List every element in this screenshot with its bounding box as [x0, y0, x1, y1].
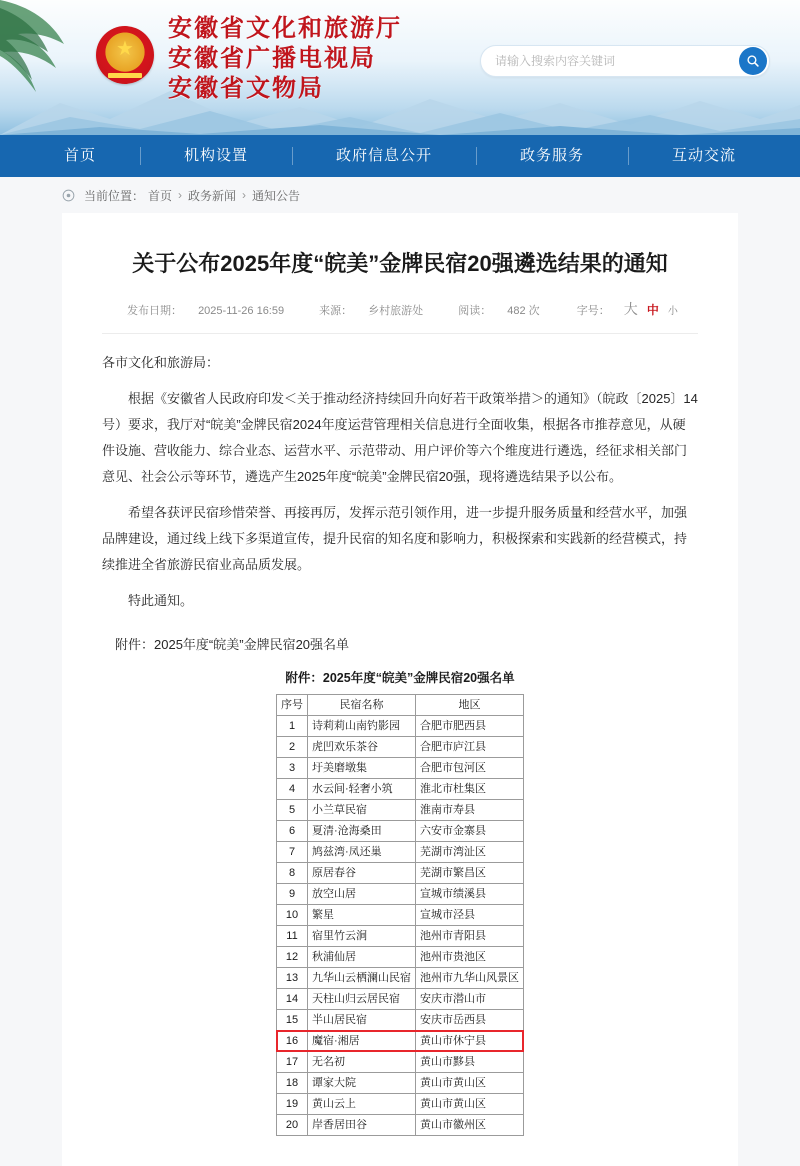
cell-index: 8: [277, 863, 308, 884]
cell-name: 夏清·沧海桑田: [308, 821, 416, 842]
paragraph-salutation: 各市文化和旅游局：: [102, 355, 220, 370]
article-meta: [102, 299, 698, 334]
cell-area: 黄山市黟县: [416, 1052, 524, 1073]
cell-area: 池州市贵池区: [416, 947, 524, 968]
main-navigation: [0, 135, 800, 177]
cell-index: 1: [277, 716, 308, 737]
cell-index: 3: [277, 758, 308, 779]
cell-area: 池州市青阳县: [416, 926, 524, 947]
cell-area: 黄山市徽州区: [416, 1115, 524, 1136]
cell-index: 20: [277, 1115, 308, 1136]
article-container: [62, 213, 738, 1166]
cell-index: 6: [277, 821, 308, 842]
org-title-line-2: 安徽省广播电视局: [168, 46, 376, 72]
cell-index: 19: [277, 1094, 308, 1115]
cell-index: 11: [277, 926, 308, 947]
cell-index: 5: [277, 800, 308, 821]
cell-index: 9: [277, 884, 308, 905]
cell-name: 繁星: [308, 905, 416, 926]
search-button[interactable]: [739, 47, 767, 75]
table-row: [277, 737, 524, 758]
paragraph-1: 根据《安徽省人民政府印发＜关于推动经济持续回升向好若干政策举措＞的通知》（皖政〔2025〕14号）要求，我厅对“皖美”金牌民宿2024年度运营管理相关信息进行全面收集，根据各市推荐意见，从硬件设施、营收能力、综合业态、运营水平、示范带动、用户评价等六个维度进行遴选，经征求相关部门意见、社会公示等环节，遴选产生2025年度“皖美”金牌民宿20强，现将遴选结果予以公布。: [102, 391, 698, 484]
font-size-label: 字号：: [576, 305, 610, 317]
table-row: [277, 1094, 524, 1115]
cell-area: 宣城市泾县: [416, 905, 524, 926]
cell-index: 15: [277, 1010, 308, 1031]
column-header-name: 民宿名称: [308, 695, 416, 716]
cell-index: 12: [277, 947, 308, 968]
cell-area: 合肥市肥西县: [416, 716, 524, 737]
cell-name: 圩美磨墩集: [308, 758, 416, 779]
cell-name: 魔宿·湘居: [308, 1031, 416, 1052]
table-row: [277, 905, 524, 926]
nav-item-home[interactable]: 首页: [63, 147, 96, 164]
table-row: [277, 1010, 524, 1031]
table-row: [277, 800, 524, 821]
nav-item-interaction[interactable]: 互动交流: [628, 135, 780, 177]
cell-name: 九华山云栖澜山民宿: [308, 968, 416, 989]
org-title-line-1: 安徽省文化和旅游厅: [168, 16, 402, 42]
table-row: [277, 1073, 524, 1094]
site-header-banner: [0, 0, 800, 135]
cell-index: 4: [277, 779, 308, 800]
font-size-small-button[interactable]: 小: [667, 306, 678, 317]
cell-name: 宿里竹云涧: [308, 926, 416, 947]
table-row: [277, 989, 524, 1010]
cell-index: 7: [277, 842, 308, 863]
table-row: [277, 968, 524, 989]
cell-area: 合肥市庐江县: [416, 737, 524, 758]
cell-area: 六安市金寨县: [416, 821, 524, 842]
cell-area: 合肥市包河区: [416, 758, 524, 779]
content-area: [0, 177, 800, 1166]
view-count: 阅读： 482 次: [458, 305, 540, 317]
nav-item-organization[interactable]: 机构设置: [140, 135, 292, 177]
nav-item-gov-info[interactable]: 政府信息公开: [292, 135, 476, 177]
cell-index: 10: [277, 905, 308, 926]
cell-area: 安庆市潜山市: [416, 989, 524, 1010]
breadcrumb-item-news[interactable]: 政务新闻: [188, 188, 237, 203]
cell-area: 黄山市黄山区: [416, 1073, 524, 1094]
cell-area: 淮北市杜集区: [416, 779, 524, 800]
cell-name: 黄山云上: [308, 1094, 416, 1115]
org-title-line-3: 安徽省文物局: [168, 76, 324, 102]
table-row-highlighted: [277, 1031, 524, 1052]
table-row: [277, 947, 524, 968]
cell-area: 淮南市寿县: [416, 800, 524, 821]
breadcrumb-separator-2: ›: [242, 188, 247, 202]
national-emblem-icon: ★: [96, 26, 154, 84]
cell-index: 17: [277, 1052, 308, 1073]
cell-name: 半山居民宿: [308, 1010, 416, 1031]
cell-area: 宣城市绩溪县: [416, 884, 524, 905]
cell-name: 原居春谷: [308, 863, 416, 884]
cell-index: 13: [277, 968, 308, 989]
cell-name: 放空山居: [308, 884, 416, 905]
cell-area: 池州市九华山风景区: [416, 968, 524, 989]
search-input[interactable]: [481, 53, 739, 69]
nav-item-gov-services[interactable]: 政务服务: [476, 135, 628, 177]
table-row: [277, 863, 524, 884]
cell-name: 水云间·轻奢小筑: [308, 779, 416, 800]
table-header-row: [277, 695, 524, 716]
cell-index: 14: [277, 989, 308, 1010]
cell-area: 安庆市岳西县: [416, 1010, 524, 1031]
cell-index: 2: [277, 737, 308, 758]
source: 来源： 乡村旅游处: [319, 305, 424, 317]
font-size-medium-button[interactable]: 中: [646, 303, 659, 317]
table-row: [277, 758, 524, 779]
cell-area: 芜湖市繁昌区: [416, 863, 524, 884]
cell-name: 天柱山归云居民宿: [308, 989, 416, 1010]
cell-area: 黄山市休宁县: [416, 1031, 524, 1052]
paragraph-3: 特此通知。: [128, 593, 194, 608]
cell-name: 无名初: [308, 1052, 416, 1073]
breadcrumb: [0, 177, 800, 213]
table-row: [277, 884, 524, 905]
cell-index: 16: [277, 1031, 308, 1052]
font-size-large-button[interactable]: 大: [623, 301, 638, 317]
table-row: [277, 716, 524, 737]
article-body: [102, 334, 698, 658]
breadcrumb-prefix: 当前位置：: [84, 188, 145, 203]
location-icon: [62, 189, 75, 202]
attachment-title: 附件：2025年度“皖美”金牌民宿20强名单: [285, 671, 515, 685]
table-row: [277, 1115, 524, 1136]
cell-name: 岸香居田谷: [308, 1115, 416, 1136]
organization-titles: [168, 14, 402, 104]
column-header-index: 序号: [277, 695, 308, 716]
cell-name: 小兰草民宿: [308, 800, 416, 821]
attachment-line: 附件：2025年度“皖美”金牌民宿20强名单: [115, 637, 350, 652]
font-size-control: [569, 301, 681, 317]
publish-date: 发布日期： 2025-11-26 16:59: [127, 305, 285, 317]
cell-name: 虎凹欢乐茶谷: [308, 737, 416, 758]
search-icon: [746, 54, 760, 68]
column-header-area: 地区: [416, 695, 524, 716]
cell-index: 18: [277, 1073, 308, 1094]
homestay-list-table: [276, 694, 524, 1136]
table-row: [277, 821, 524, 842]
table-row: [277, 1052, 524, 1073]
cell-area: 芜湖市湾沚区: [416, 842, 524, 863]
breadcrumb-separator-1: ›: [178, 188, 183, 202]
cell-name: 诗莉莉山南钓影园: [308, 716, 416, 737]
table-row: [277, 842, 524, 863]
page-title: 关于公布2025年度“皖美”金牌民宿20强遴选结果的通知: [132, 251, 668, 276]
paragraph-2: 希望各获评民宿珍惜荣誉、再接再厉，发挥示范引领作用，进一步提升服务质量和经营水平，加强品牌建设，通过线上线下多渠道宣传，提升民宿的知名度和影响力，积极探索和实践新的经营模式，持续推进全省旅游民宿业高品质发展。: [102, 505, 688, 572]
table-row: [277, 779, 524, 800]
breadcrumb-item-home[interactable]: 首页: [148, 188, 173, 203]
cell-name: 秋浦仙居: [308, 947, 416, 968]
breadcrumb-item-notice[interactable]: 通知公告: [252, 188, 301, 203]
cell-name: 谭家大院: [308, 1073, 416, 1094]
table-row: [277, 926, 524, 947]
cell-area: 黄山市黄山区: [416, 1094, 524, 1115]
search-box[interactable]: [480, 45, 770, 77]
attachment-block: [102, 668, 698, 1136]
cell-name: 鸠兹湾·凤还巢: [308, 842, 416, 863]
